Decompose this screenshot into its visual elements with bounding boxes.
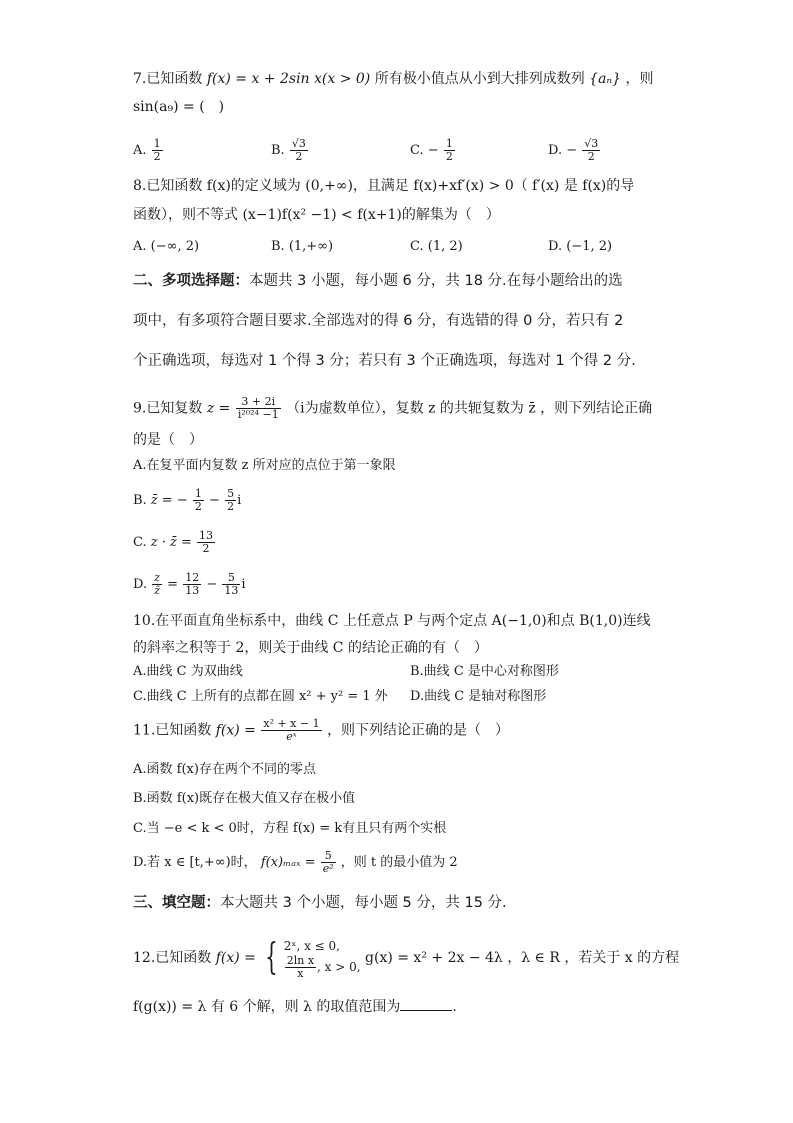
q7-option-c: C. − $\frac{1}{2}$ xyxy=(410,137,453,163)
q11-option-a: A.函数 f(x)存在两个不同的零点 xyxy=(133,762,316,777)
q8-line2: 函数），则不等式 (x−1)f(x² −1) < f(x+1)的解集为（ ） xyxy=(133,207,500,223)
q9-option-b: B. z̄ = − $\frac{1}{2}$ − $\frac{5}{2}$ i xyxy=(133,487,242,513)
q8-line1: 8.已知函数 f(x)的定义域为 (0,+∞)，且满足 f(x)+xf′(x) > 0（ f′(x) 是 f(x)的导 xyxy=(133,178,635,194)
q7-prefix: 7.已知函数 xyxy=(133,71,203,87)
q7-option-d: D. − $\frac{√3}{2}$ xyxy=(548,137,599,163)
q11-line1: 11.已知函数 f(x) = $\frac{\text{x² + x − 1}}{\text{eˣ}}$ ，则下列结论正确的是（ ） xyxy=(133,717,510,743)
q9-line1: 9.已知复数 z = $\frac{3 + 2i}{\text{i²⁰²⁴ −1}}$ （i为虚数单位），复数 z 的共轭复数为 z̄ ，则下列结论正确 xyxy=(133,395,653,421)
piecewise-definition: 2ˣ, x ≤ 0, $\frac{\text{2ln x}}{x}$ , x > 0, xyxy=(283,938,361,980)
q7-sequence: {aₙ} xyxy=(589,71,622,87)
section-2-heading: 二、多项选择题： xyxy=(133,273,249,289)
q7-line2: sin(a₉) = ( ) xyxy=(133,99,225,115)
q10-line1: 10.在平面直角坐标系中，曲线 C 上任意点 P 与两个定点 A(−1,0)和点 B(1,0)连线 xyxy=(133,613,651,629)
q10-option-d: D.曲线 C 是轴对称图形 xyxy=(410,689,547,704)
fraction: $\frac{1}{2}$ xyxy=(153,137,161,163)
fraction: $\frac{3 + 2i}{\text{i²⁰²⁴ −1}}$ xyxy=(237,395,279,421)
q7-line1 xyxy=(133,68,653,90)
q7-option-b: B. $\frac{√3}{2}$ xyxy=(271,137,306,163)
fraction: $\frac{√3}{2}$ xyxy=(291,137,306,163)
q10-line2: 的斜率之积等于 2，则关于曲线 C 的结论正确的有（ ） xyxy=(133,640,488,656)
q10-option-c: C.曲线 C 上所有的点都在圆 x² + y² = 1 外 xyxy=(133,689,388,704)
section-2-line2: 项中，有多项符合题目要求.全部选对的得 6 分，有选错的得 0 分，若只有 2 xyxy=(133,313,624,329)
q9-line2: 的是（ ） xyxy=(133,432,203,448)
section-3-line: 三、填空题：本大题共 3 个小题，每小题 5 分，共 15 分. xyxy=(133,895,507,911)
q7-option-a: A. $\frac{1}{2}$ xyxy=(133,137,161,163)
section-2-line3: 个正确选项，每选对 1 个得 3 分；若只有 3 个正确选项，每选对 1 个得 2 分. xyxy=(133,353,636,369)
q7-end: ，则 xyxy=(625,71,654,87)
q12-line2: f(g(x)) = λ 有 6 个解，则 λ 的取值范围为 . xyxy=(133,996,457,1018)
q9-option-a: A.在复平面内复数 z 所对应的点位于第一象限 xyxy=(133,458,396,473)
fraction: $\frac{√3}{2}$ xyxy=(584,137,599,163)
section-3-heading: 三、填空题： xyxy=(133,895,220,911)
section-2-line1: 二、多项选择题：本题共 3 小题，每小题 6 分，共 18 分.在每小题给出的选 xyxy=(133,273,623,289)
q9-option-d: D. $\frac{z}{z̄}$ = $\frac{12}{13}$ − $\frac{5}{13}$ i xyxy=(133,571,246,597)
q8-option-d: D. (−1, 2) xyxy=(548,239,613,254)
left-brace-icon: { xyxy=(265,937,279,978)
q11-option-b: B.函数 f(x)既存在极大值又存在极小值 xyxy=(133,791,356,806)
q7-function: f(x) = x + 2sin x(x > 0) xyxy=(206,71,371,87)
answer-blank xyxy=(400,996,452,1011)
fraction: $\frac{1}{2}$ xyxy=(445,137,453,163)
q10-option-a: A.曲线 C 为双曲线 xyxy=(133,664,243,679)
q10-option-b: B.曲线 C 是中心对称图形 xyxy=(410,664,559,679)
q9-option-c: C. z · z̄ = $\frac{13}{2}$ xyxy=(133,529,214,555)
q8-option-b: B. (1,+∞) xyxy=(271,239,334,254)
q7-mid: 所有极小值点从小到大排列成数列 xyxy=(374,71,585,87)
q8-option-c: C. (1, 2) xyxy=(410,239,463,254)
q11-option-d: D.若 x ∈ [t,+∞)时， f(x)ₘₐₓ = $\frac{5}{\text{e²}}$ ，则 t 的最小值为 2 xyxy=(133,849,458,875)
q8-option-a: A. (−∞, 2) xyxy=(133,239,200,254)
q11-option-c: C.当 −e < k < 0时，方程 f(x) = k有且只有两个实根 xyxy=(133,821,447,836)
q12-line1: 12.已知函数 f(x) = { 2ˣ, x ≤ 0, $\frac{\text{2ln x}}{x}$ , x > 0, g(x) = x² + 2x − 4λ ，λ ∈ R ，若关于 x 的方程 xyxy=(133,937,680,980)
